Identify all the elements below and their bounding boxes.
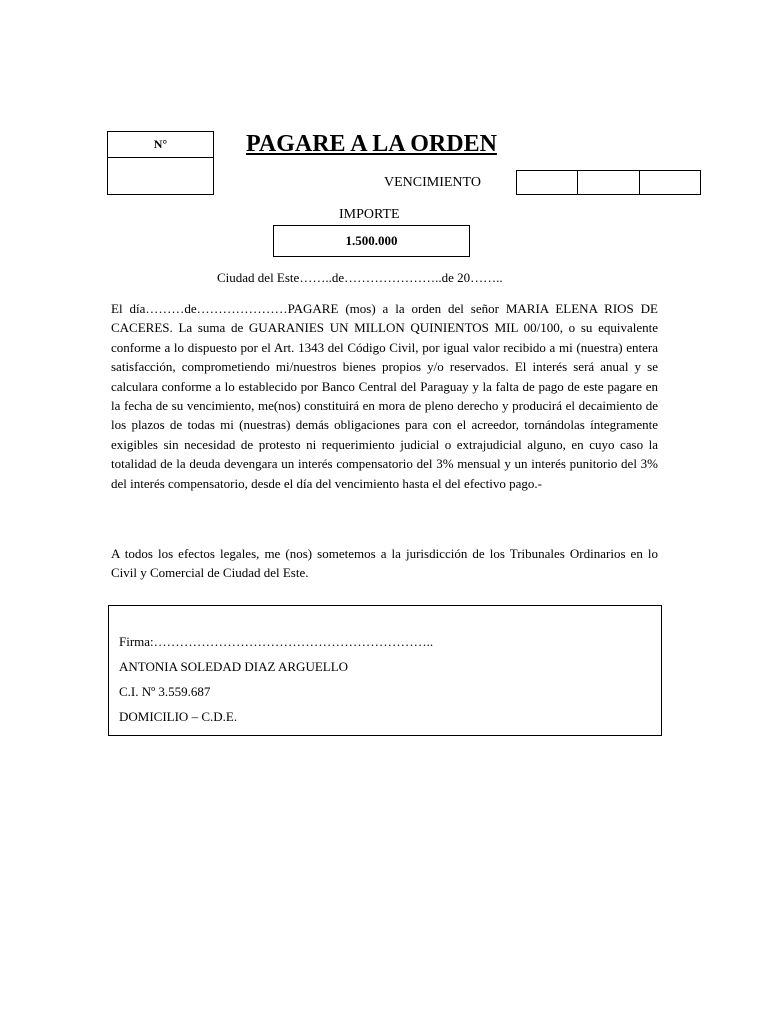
vencimiento-month-cell	[578, 171, 639, 194]
vencimiento-date-boxes	[516, 170, 701, 195]
body-paragraph-2: A todos los efectos legales, me (nos) sometemos a la jurisdicción de los Tribunales Ordinarios en lo Civil y Comercial de Ciudad del Este.	[111, 546, 658, 581]
vencimiento-day-cell	[517, 171, 578, 194]
importe-label: IMPORTE	[339, 207, 400, 222]
signer-name: ANTONIA SOLEDAD DIAZ ARGUELLO	[119, 659, 349, 674]
signature-line: Firma:………………………………………………………..	[119, 634, 434, 649]
number-label: N°	[108, 132, 213, 158]
city-date-line: Ciudad del Este……..de…………………..de 20……..	[217, 270, 503, 285]
signer-domicile: DOMICILIO – C.D.E.	[119, 709, 238, 724]
signer-id: C.I. Nº 3.559.687	[119, 684, 211, 699]
vencimiento-label: VENCIMIENTO	[384, 175, 481, 190]
body-paragraph-1: El día………de…………………PAGARE (mos) a la orden del señor MARIA ELENA RIOS DE CACERES. La suma de GUARANIES UN MILLON QUINIENTOS MIL 00/100, o su equivalente conforme a lo dispuesto por el Art. 1343 del Código Civil, por igual valor recibido a mi (nuestra) entera satisfacción, comprometiendo mi/nuestros bienes propios y/o reservados. El interés será anual y se calculara conforme a lo establecido por Banco Central del Paraguay y la falta de pago de este pagare en la fecha de su vencimiento, me(nos) constituirá en mora de pleno derecho y producirá el decaimiento de los plazos de todas mi (nuestras) demás obligaciones para con el acreedor, tornándolas íntegramente exigibles sin necesidad de protesto ni requerimiento judicial o extrajudicial alguno, en cuyo caso la totalidad de la deuda devengara un interés compensatorio del 3% mensual y un interés punitorio del 3% del interés compensatorio, desde el día del vencimiento hasta el del efectivo pago.-	[111, 301, 658, 491]
vencimiento-year-cell	[640, 171, 700, 194]
number-box	[107, 131, 214, 195]
signature-box	[108, 605, 662, 736]
document-title: PAGARE A LA ORDEN	[246, 131, 497, 157]
importe-value: 1.500.000	[273, 225, 470, 257]
